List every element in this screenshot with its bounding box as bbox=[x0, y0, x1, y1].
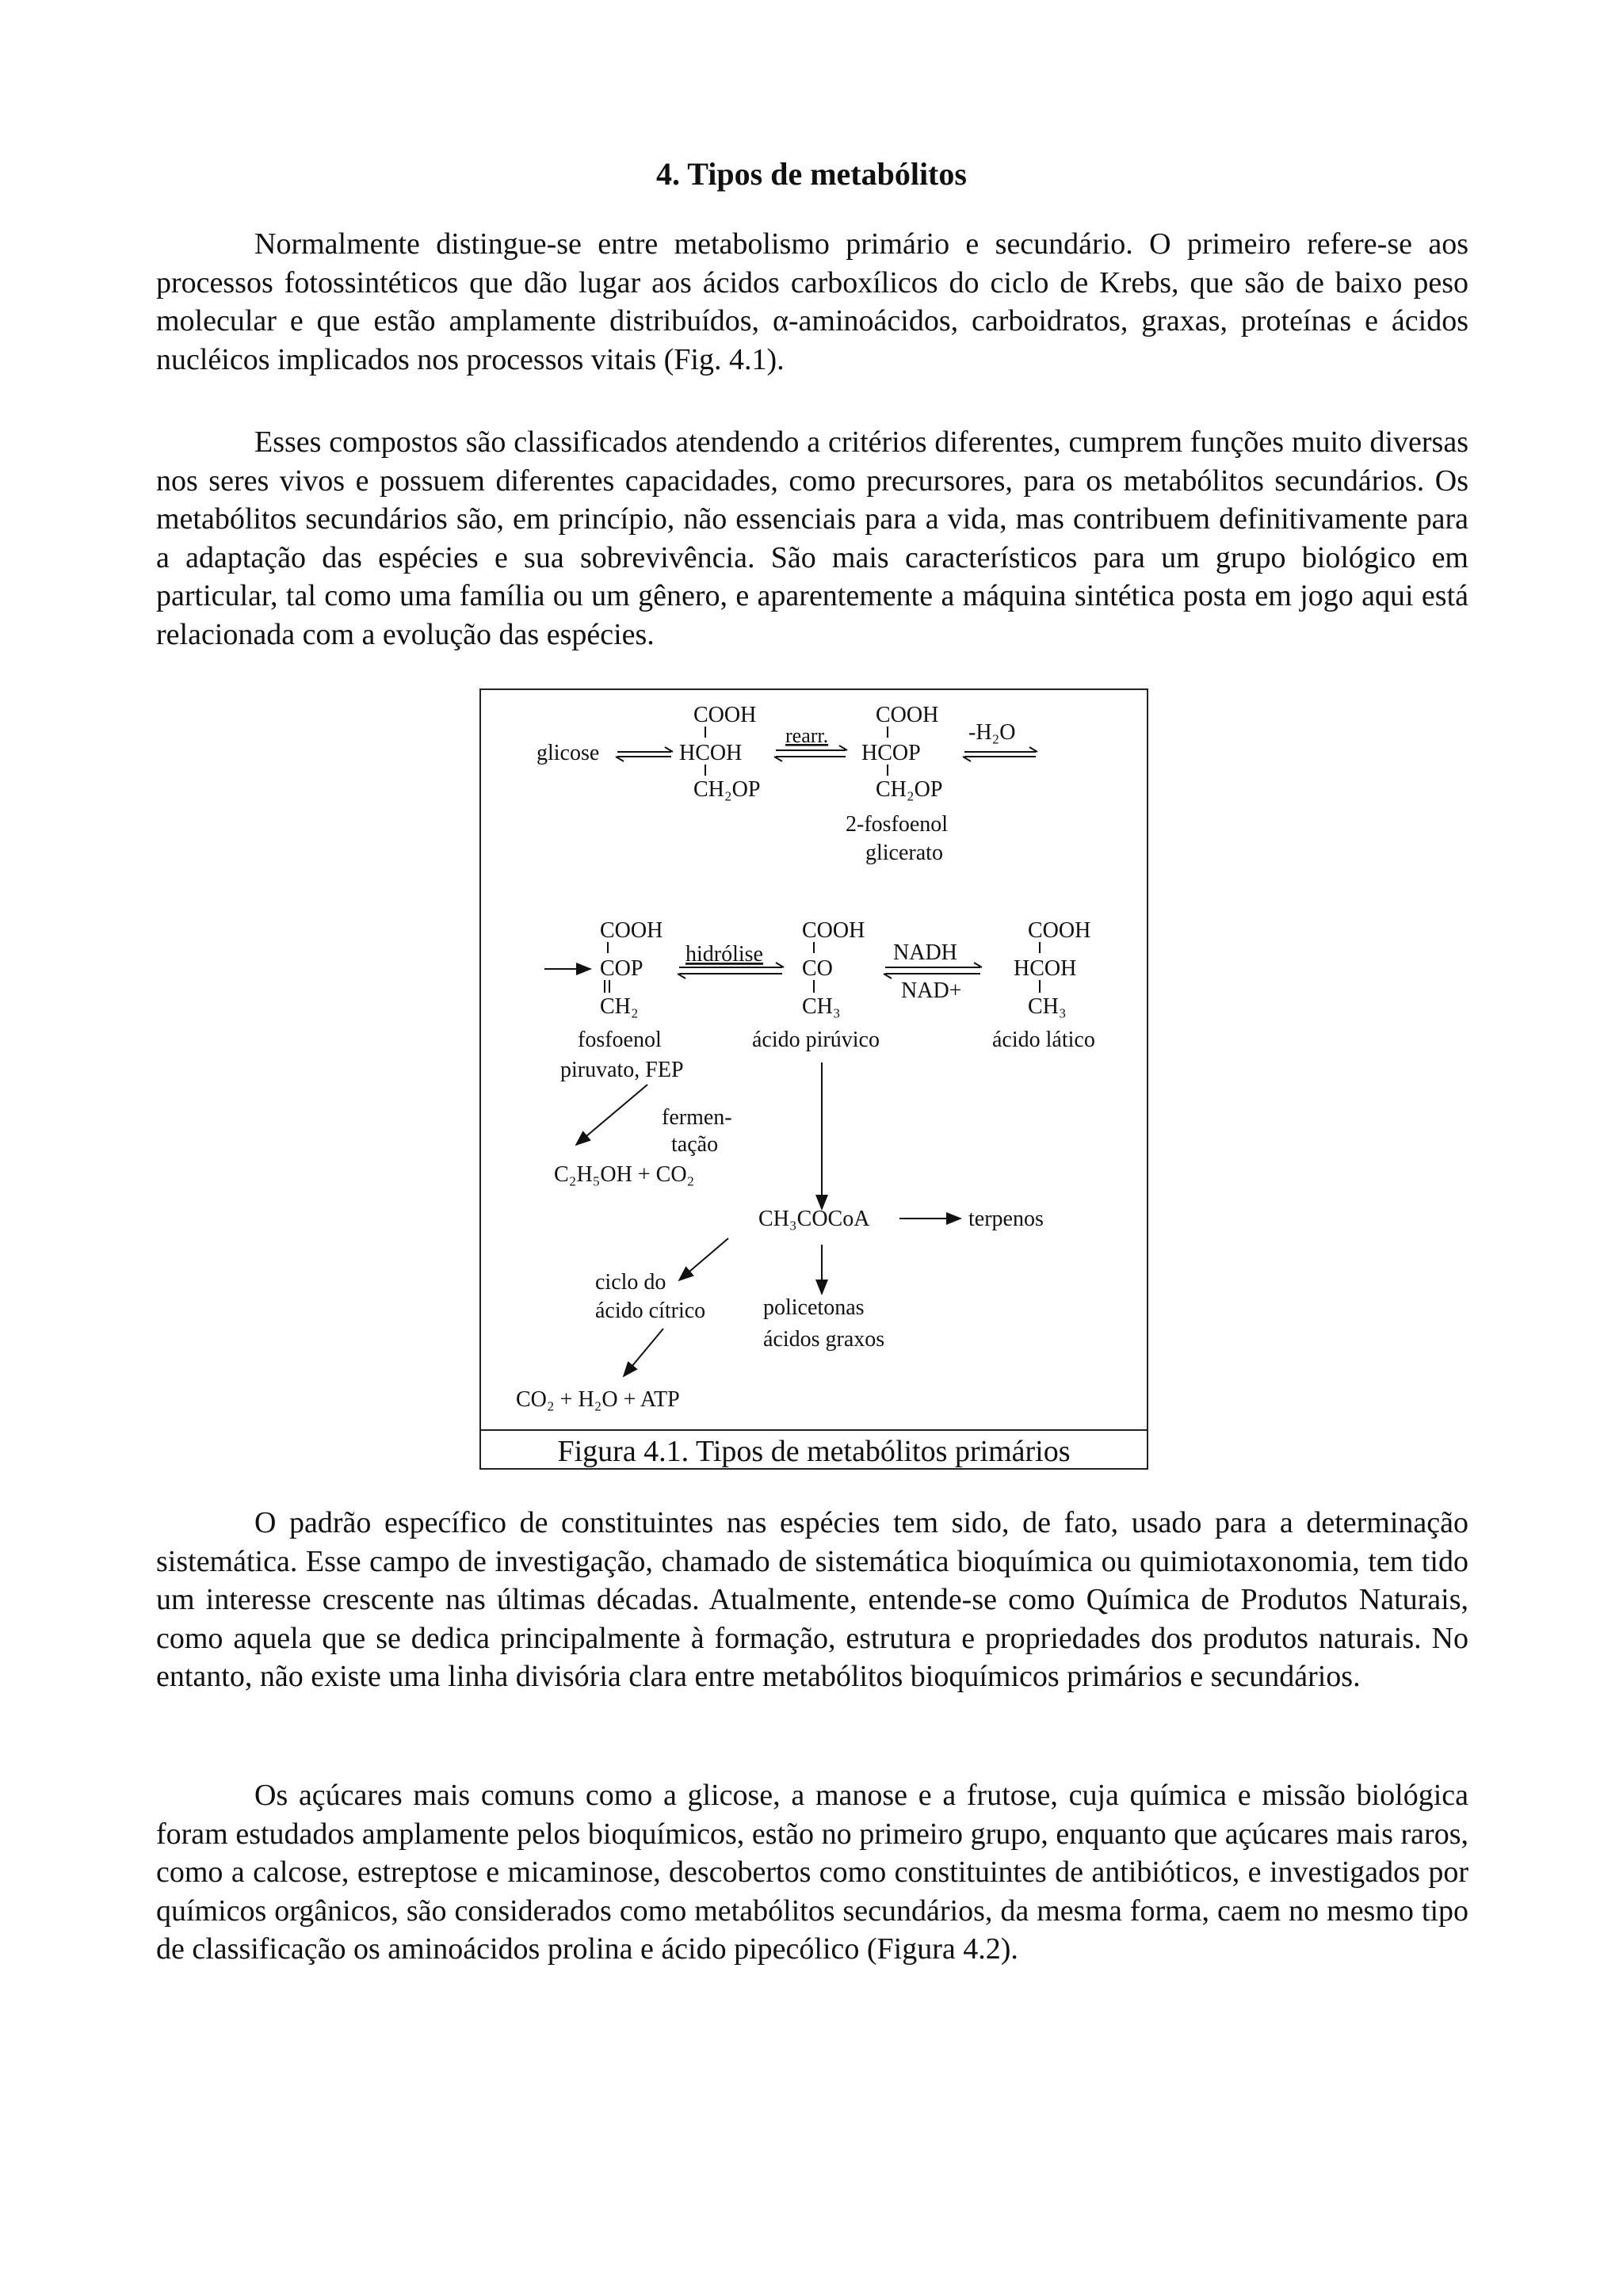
latico-label: ácido lático bbox=[992, 1028, 1095, 1052]
figure-caption: Figura 4.1. Tipos de metabólitos primários bbox=[557, 1435, 1071, 1468]
cooh-4: COOH bbox=[802, 918, 865, 943]
co-4: CO bbox=[802, 956, 833, 981]
cooh-3: COOH bbox=[600, 918, 663, 943]
eq-arrow-3-head bbox=[963, 747, 1037, 761]
nadh-label: NADH bbox=[893, 940, 957, 965]
hcoh-1: HCOH bbox=[679, 741, 743, 765]
arrow-to-ciclo bbox=[679, 1238, 728, 1280]
graxos-label: ácidos graxos bbox=[763, 1327, 885, 1352]
figure-caption-box bbox=[479, 1429, 1148, 1470]
fosfoenol-glicerato-2: glicerato bbox=[865, 841, 943, 865]
ch2op-2: CH₂OP bbox=[876, 777, 943, 802]
section-title: 4. Tipos de metabólitos bbox=[656, 156, 967, 192]
fep-label-1: fosfoenol bbox=[578, 1028, 662, 1052]
glicose-label: glicose bbox=[537, 741, 600, 765]
cooh-1: COOH bbox=[693, 703, 757, 727]
terpenos-label: terpenos bbox=[968, 1207, 1044, 1231]
eq-arrow-2-head bbox=[774, 746, 847, 761]
piruvico-label: ácido pirúvico bbox=[752, 1028, 880, 1052]
paragraph-1: Normalmente distingue-se entre metabolismo primário e secundário. O primeiro refere-se aos processos fotossintéticos que dão lugar aos ácidos carboxílicos do ciclo de Krebs, que são de baixo peso molecular e que estão amplamente distribuídos, α-aminoácidos, carboidratos, graxas, proteínas e ácidos nucléicos implicados nos processos vitais (Fig. 4.1). bbox=[156, 227, 1468, 376]
hidrolise-label: hidrólise bbox=[685, 942, 763, 967]
figure-4-1 bbox=[479, 688, 1148, 1470]
eq-arrow-1-head bbox=[616, 747, 673, 761]
arrow-fermentation bbox=[576, 1085, 647, 1145]
arrow-to-final bbox=[624, 1329, 663, 1376]
final-products-label: CO₂ + H₂O + ATP bbox=[516, 1387, 680, 1412]
fermen-label-2: tação bbox=[671, 1132, 719, 1157]
ciclo-label-2: ácido cítrico bbox=[595, 1299, 706, 1323]
cooh-2: COOH bbox=[876, 703, 939, 727]
minus-h2o-label: -H₂O bbox=[968, 720, 1016, 745]
policetonas-label: policetonas bbox=[763, 1295, 865, 1320]
hcop-2: HCOP bbox=[861, 741, 921, 765]
hcoh-5: HCOH bbox=[1014, 956, 1077, 981]
cooh-5: COOH bbox=[1028, 918, 1091, 943]
nad-label: NAD+ bbox=[901, 978, 962, 1003]
paragraph-4: Os açúcares mais comuns como a glicose, a manose e a frutose, cuja química e missão biológica foram estudados amplamente pelos bioquímicos, estão no primeiro grupo, enquanto que açúcares mais raros, como a calcose, estreptose e micaminose, descobertos como constituintes de antibióticos, e investigados por químicos orgânicos, são considerados como metabólitos secundários, da mesma forma, caem no mesmo tipo de classificação os aminoácidos prolina e ácido pipecólico (Figura 4.2). bbox=[156, 1779, 1468, 1966]
cop-3: COP bbox=[600, 956, 643, 981]
ch2-3: CH₂ bbox=[600, 994, 639, 1019]
ethanol-label: C₂H₅OH + CO₂ bbox=[554, 1162, 695, 1187]
fep-label-2: piruvato, FEP bbox=[560, 1058, 684, 1082]
metabolic-pathway-diagram bbox=[481, 690, 1147, 1428]
paragraph-3: O padrão específico de constituintes nas espécies tem sido, de fato, usado para a determinação sistemática. Esse campo de investigação, chamado de sistemática bioquímica ou quimiotaxonomia, tem tido um interesse crescente nas últimas décadas. Atualmente, entende-se como Química de Produtos Naturais, como aquela que se dedica principalmente à formação, estrutura e propriedades dos produtos naturais. No entanto, não existe uma linha divisória clara entre metabólitos bioquímicos primários e secundários. bbox=[156, 1506, 1468, 1693]
ch3-5: CH₃ bbox=[1028, 994, 1067, 1019]
eq-arrow-5-head bbox=[884, 963, 982, 978]
fermen-label-1: fermen- bbox=[662, 1105, 732, 1130]
ciclo-label-1: ciclo do bbox=[595, 1270, 666, 1295]
fosfoenol-glicerato-1: 2-fosfoenol bbox=[846, 812, 949, 837]
ch2op-1: CH₂OP bbox=[693, 777, 761, 802]
acetylcoa-label: CH₃COCoA bbox=[758, 1207, 870, 1231]
ch3-4: CH₃ bbox=[802, 994, 841, 1019]
rearr-label: rearr. bbox=[785, 724, 829, 747]
paragraph-2: Esses compostos são classificados atendendo a critérios diferentes, cumprem funções muito diversas nos seres vivos e possuem diferentes capacidades, como precursores, para os metabólitos secundários. Os metabólitos secundários são, em princípio, não essenciais para a vida, mas contribuem definitivamente para a adaptação das espécies e sua sobrevivência. São mais característicos para um grupo biológico em particular, tal como uma família ou um gênero, e aparentemente a máquina sintética posta em jogo aqui está relacionada com a evolução das espécies. bbox=[156, 425, 1468, 651]
